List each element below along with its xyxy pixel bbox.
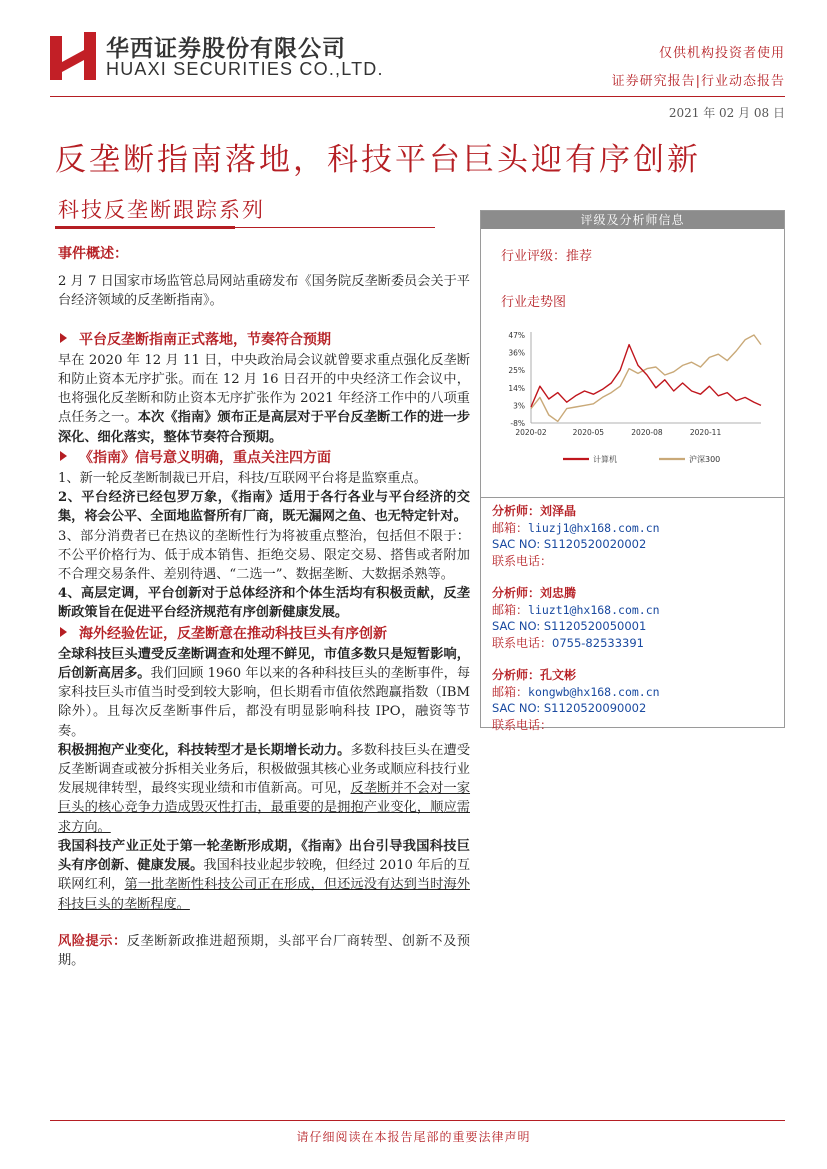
panel-header: 评级及分析师信息 (481, 211, 784, 229)
y-tick-label: -8% (510, 419, 525, 428)
event-text: 2 月 7 日国家市场监管总局网站重磅发布《国务院反垄断委员会关于平台经济领域的反垄断指南》。 (58, 274, 470, 309)
triangle-bullet-icon (60, 451, 67, 461)
legend-label: 计算机 (593, 455, 617, 464)
report-date: 2021 年 02 月 08 日 (668, 106, 785, 120)
section-heading-3: 海外经验佐证，反垄断意在推动科技巨头有序创新 (58, 625, 470, 644)
legal-notice: 请仔细阅读在本报告尾部的重要法律声明 (296, 1130, 531, 1144)
series-title: 科技反垄断跟踪系列 (58, 198, 265, 222)
legend-label: 沪深300 (689, 455, 721, 464)
series-line-沪深300 (531, 335, 761, 421)
section-2-item-4: 4、高层定调，平台创新对于总体经济和个体生活均有积极贡献，反垄断政策旨在促进平台经济规范有序创新健康发展。 (58, 586, 470, 621)
analyst-name: 分析师：刘泽晶 (492, 504, 577, 518)
company-logo-mark (50, 32, 96, 80)
event-heading: 事件概述： (58, 246, 128, 262)
x-tick-label: 2020-02 (515, 428, 547, 437)
analyst-name: 分析师：刘忠腾 (492, 586, 577, 600)
report-type: 证券研究报告|行业动态报告 (611, 74, 785, 89)
analyst-phone: 联系电话：0755-82533391 (492, 635, 644, 650)
series-underline (55, 226, 235, 229)
analyst-name: 分析师：孔文彬 (492, 668, 577, 682)
section-heading-1: 平台反垄断指南正式落地，节奏符合预期 (58, 331, 470, 350)
report-body (58, 245, 470, 970)
footer-divider (50, 1120, 785, 1121)
section-3-paragraph-1: 全球科技巨头遭受反垄断调查和处理不鲜见，市值多数只是短暂影响，后创新高居多。我们回顾 1960 年以来的各种科技巨头的垄断事件，每家科技巨头市值当时受到较大影响，但长期看市值依然跑赢指数（IBM 除外）。且每次反垄断事件后，都没有明显影响科技 IPO，融资等节奏。 (58, 646, 471, 739)
analyst-card (492, 503, 772, 569)
analyst-email[interactable]: 邮箱：liuzt1@hx168.com.cn (492, 602, 660, 617)
section-3-paragraph-3: 我国科技产业正处于第一轮垄断形成期，《指南》出台引导我国科技巨头有序创新、健康发展。我国科技业起步较晚，但经过 2010 年后的互联网红利，第一批垄断性科技公司正在形成，但还远没有达到当时海外科技巨头的垄断程度。 (58, 838, 471, 912)
analyst-sac: SAC NO: S1120520020002 (492, 537, 647, 551)
y-tick-label: 47% (508, 331, 525, 340)
triangle-bullet-icon (60, 333, 67, 343)
section-1-paragraph: 早在 2020 年 12 月 11 日，中央政治局会议就曾要求重点强化反垄断和防止资本无序扩张。而在 12 月 16 日召开的中央经济工作会议中，也将强化反垄断和防止资本无序扩张作为 2021 年经济工作中的八项重点任务之一。本次《指南》颁布正是高层对于平台反垄断工作的进一步深化、细化落实，整体节奏符合预期。 (58, 352, 471, 445)
x-tick-label: 2020-11 (689, 428, 722, 437)
section-2-item-3: 3、部分消费者已在热议的垄断性行为将被重点整治，包括但不限于：不公平价格行为、低于成本销售、拒绝交易、限定交易、搭售或者附加不合理交易条件、差别待遇、“二选一”、数据垄断、大数据杀熟等。 (58, 528, 470, 583)
analyst-card (492, 667, 772, 733)
y-tick-label: 36% (508, 348, 525, 358)
rating-analyst-panel (480, 210, 785, 732)
x-tick-label: 2020-05 (572, 428, 605, 437)
y-tick-label: 25% (508, 366, 525, 376)
y-tick-label: 3% (513, 401, 525, 411)
analyst-email[interactable]: 邮箱：liuzj1@hx168.com.cn (492, 520, 660, 535)
y-tick-label: 14% (508, 383, 525, 393)
series-underline-thin (235, 227, 435, 228)
analyst-email[interactable]: 邮箱：kongwb@hx168.com.cn (492, 684, 660, 699)
audience-note: 仅供机构投资者使用 (658, 46, 785, 61)
analyst-card (492, 585, 772, 651)
panel-divider (481, 497, 784, 498)
triangle-bullet-icon (60, 627, 67, 637)
risk-warning: 风险提示：反垄断新政推进超预期，头部平台厂商转型、创新不及预期。 (58, 933, 471, 968)
analyst-phone: 联系电话： (492, 553, 553, 568)
x-tick-label: 2020-08 (631, 428, 663, 437)
section-2-item-2: 2、平台经济已经包罗万象，《指南》适用于各行各业与平台经济的交集，将会公平、全面地监督所有厂商，既无漏网之鱼、也无特定针对。 (58, 490, 470, 525)
company-name-en: HUAXI SECURITIES CO.,LTD. (106, 59, 384, 79)
section-heading-2: 《指南》信号意义明确，重点关注四方面 (58, 449, 470, 468)
analyst-sac: SAC NO: S1120520050001 (492, 619, 647, 633)
company-name-cn: 华西证券股份有限公司 (106, 36, 346, 62)
report-title: 反垄断指南落地，科技平台巨头迎有序创新 (55, 142, 701, 178)
trend-chart-label: 行业走势图 (501, 295, 567, 310)
section-3-paragraph-2: 积极拥抱产业变化，科技转型才是长期增长动力。多数科技巨头在遭受反垄断调查或被分拆相关业务后，积极做强其核心业务或顺应科技行业发展规律转型，最终实现业绩和市值新高。可见，反垄断并不会对一家巨头的核心竞争力造成毁灭性打击，最重要的是拥抱产业变化，顺应需求方向。 (58, 742, 471, 835)
header-divider (50, 96, 785, 97)
section-2-item-1: 1、新一轮反垄断制裁已开启，科技/互联网平台将是监察重点。 (58, 471, 427, 487)
series-line-计算机 (531, 345, 761, 407)
industry-rating: 行业评级：推荐 (501, 249, 593, 264)
industry-trend-chart (491, 325, 781, 475)
analyst-sac: SAC NO: S1120520090002 (492, 701, 647, 715)
analyst-phone: 联系电话： (492, 717, 553, 732)
